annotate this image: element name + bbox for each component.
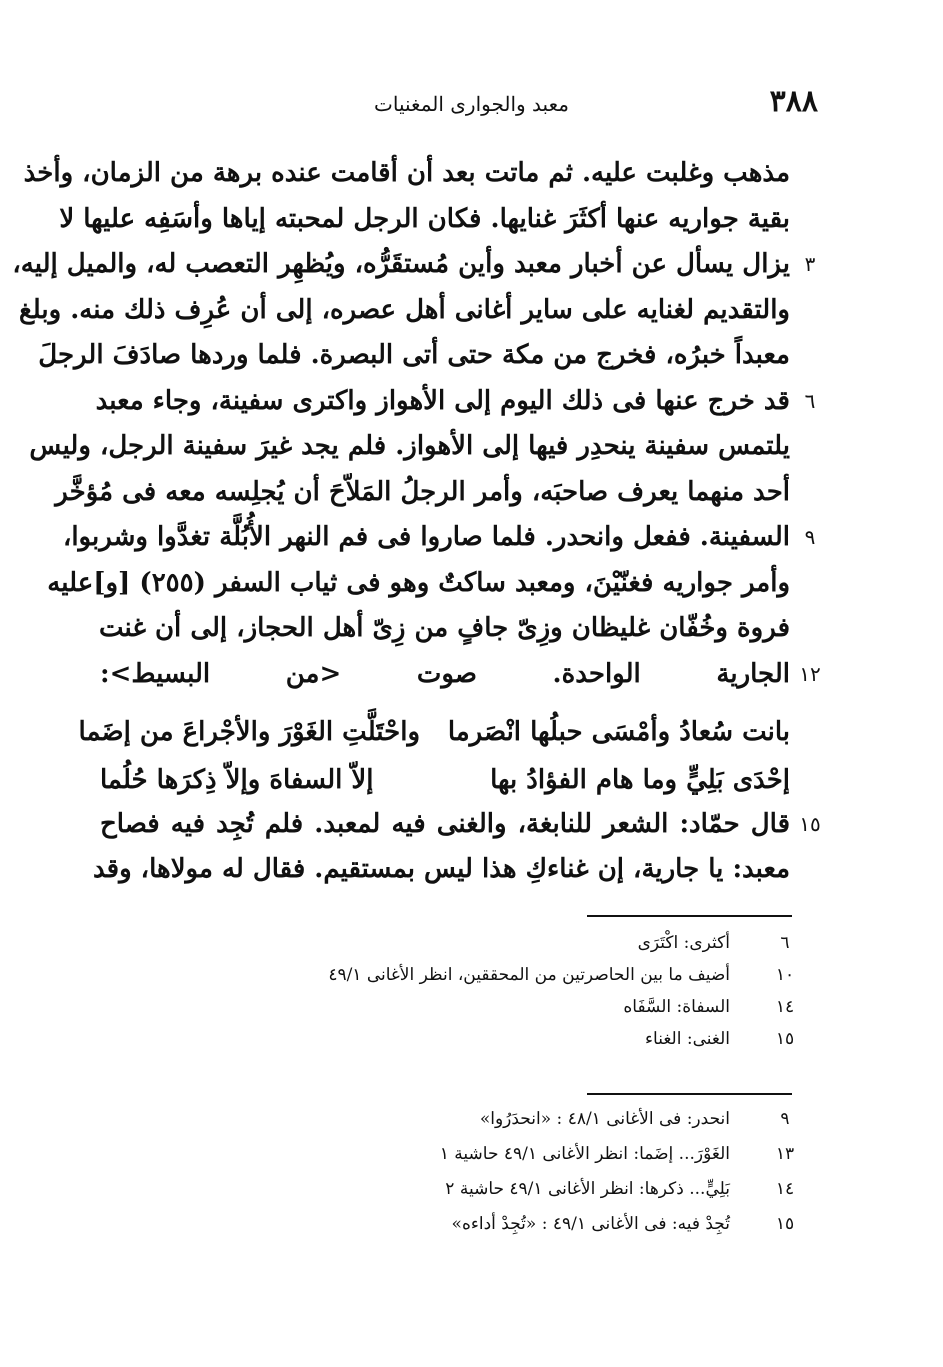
text-line: وأمر جواريه فغنّيْنَ، ومعبد ساكتٌ وهو فى ثياب السفر (٢٥٥) [و]عليه bbox=[47, 567, 790, 598]
text-line: معبداً خبرُه، فخرج من مكة حتى أتى البصرة. فلما وردها صادَفَ الرجلَ bbox=[38, 340, 790, 370]
text-line: قال حمّاد: الشعر للنابغة، والغنى فيه لمعبد. فلم تُجِد فيه فصاح bbox=[100, 809, 790, 839]
footnote-number: ١٤ bbox=[775, 1179, 795, 1199]
text-line: الجارية الواحدة. صوت <من البسيط>: bbox=[100, 658, 790, 689]
verse-line bbox=[100, 762, 790, 798]
text-line: يلتمس سفينة ينحدِر فيها إلى الأهواز. فلم يجد غيرَ سفينة الرجل، وليس bbox=[29, 431, 790, 461]
verse-second-hemistich: واحْتَلَّتِ الغَوْرَ والأجْراعَ من إضَما bbox=[78, 717, 420, 747]
footnote-number: ١٤ bbox=[775, 997, 795, 1017]
footnote-text: بَلِيٍّ... ذكرها: انظر الأغانى ٤٩/١ حاشية ٢ bbox=[445, 1179, 730, 1199]
footnote-number: ١٣ bbox=[775, 1144, 795, 1164]
page-number: ٣٨٨ bbox=[769, 84, 818, 119]
footnote-text: تُجِدْ فيه: فى الأغانى ٤٩/١ : «تُجِدْ أداءه» bbox=[451, 1214, 730, 1234]
running-header: معبد والجوارى المغنيات bbox=[374, 92, 569, 116]
footnote-text: السفاة: السَّفَاه bbox=[623, 997, 730, 1017]
footnote-text: الغنى: الغناء bbox=[645, 1029, 730, 1049]
footnote-text: أضيف ما بين الحاصرتين من المحققين، انظر الأغانى ٤٩/١ bbox=[328, 965, 730, 985]
text-line: معبد: يا جارية، إن غناءكِ هذا ليس بمستقيم. فقال له مولاها، وقد bbox=[93, 854, 790, 884]
text-line: يزال يسأل عن أخبار معبد وأين مُستقَرُّه، ويُظهِر التعصب له، والميل إليه، bbox=[12, 249, 790, 279]
footnote-number: ٦ bbox=[780, 933, 790, 953]
text-line: السفينة. ففعل وانحدر. فلما صاروا فى فم النهر الأُبُلَّة تغدَّوا وشربوا، bbox=[62, 522, 790, 552]
footnote-rule bbox=[587, 915, 792, 917]
verse-line bbox=[78, 714, 790, 750]
footnote-number: ١٥ bbox=[775, 1029, 795, 1049]
text-line: قد خرج عنها فى ذلك اليوم إلى الأهواز واكترى سفينة، وجاء معبد bbox=[95, 385, 790, 416]
footnote-number: ٩ bbox=[780, 1109, 790, 1129]
line-number: ٩ bbox=[804, 525, 816, 549]
line-number: ١٥ bbox=[799, 812, 821, 836]
footnote-text: انحدر: فى الأغانى ٤٨/١ : «انحدَرُوا» bbox=[479, 1109, 730, 1129]
line-number: ٣ bbox=[804, 252, 816, 276]
footnote-text: الغَوْرَ... إضَما: انظر الأغانى ٤٩/١ حاشية ١ bbox=[439, 1144, 730, 1164]
verse-second-hemistich: إلاّ السفاهَ وإلاّ ذِكرَها حُلُما bbox=[100, 765, 374, 795]
footnote-number: ١٥ bbox=[775, 1214, 795, 1234]
text-line: مذهب وغلبت عليه. ثم ماتت بعد أن أقامت عنده برهة من الزمان، وأخذ bbox=[23, 158, 790, 188]
text-line: فروة وخُفّان غليظان وزِىّ جافٍ من زِىّ أهل الحجاز، إلى أن غنت bbox=[98, 613, 790, 643]
text-line: أحد منهما يعرف صاحبَه، وأمر الرجلُ المَلاّحَ أن يُجلِسه معه فى مُؤخَّر bbox=[55, 476, 790, 507]
text-line: والتقديم لغنايه على ساير أغانى أهل عصره، إلى أن عُرِف ذلك منه. وبلغ bbox=[18, 294, 790, 325]
footnote-rule-2 bbox=[587, 1093, 792, 1095]
footnote-text: أكثرى: اكْتَرَى bbox=[637, 933, 730, 953]
line-number: ٦ bbox=[804, 388, 816, 413]
footnote-number: ١٠ bbox=[775, 965, 795, 985]
line-number: ١٢ bbox=[799, 661, 821, 686]
verse-first-hemistich: بانت سُعادُ وأمْسَى حبلُها انْصَرما bbox=[447, 717, 790, 747]
text-line: بقية جواريه عنها أكثَرَ غنايها. فكان الرجل لمحبته إياها وأسَفِه عليها لا bbox=[59, 203, 790, 234]
verse-first-hemistich: إحْدَى بَلِيٍّ وما هام الفؤادُ بها bbox=[490, 765, 790, 795]
